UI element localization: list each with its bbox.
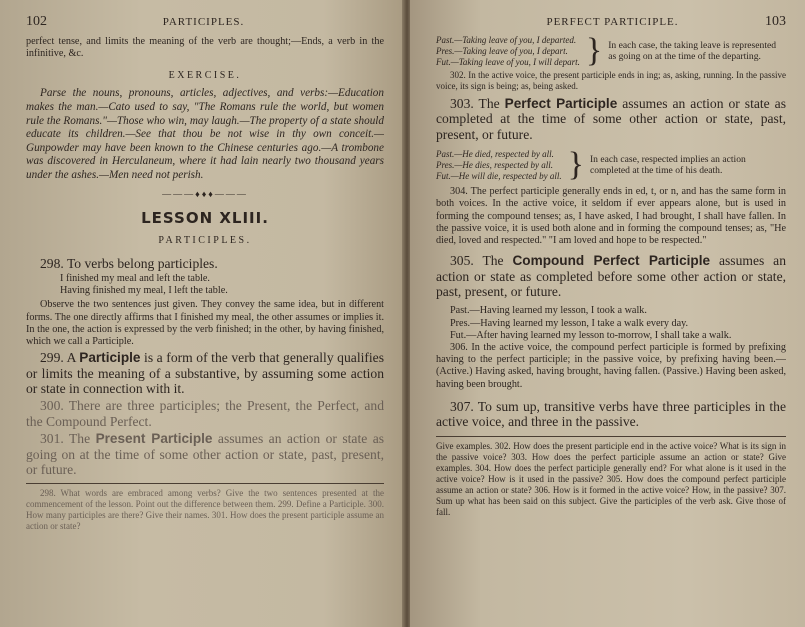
section-303-number: 303. The [450,96,500,111]
intro-paragraph: perfect tense, and limits the meaning of the verb are thought;—Ends, a verb in the infinitive, &c. [26,36,384,60]
ornament-divider: ———♦♦♦——— [162,188,248,199]
review-questions: Give examples. 302. How does the present participle end in the active voice? What is its sign in the passive voice? 303. How does the perfect participle assume an action or state? Give examples. 304. How does the perfect participle generally end? For what alone is it used in the active voice? How is it used in the passive? 305. How does the compound perfect participle assume an action or state? 306. How is it formed in the active voice? How, in the passive? 307. Sum up what has been said on this subject. Give the participles of the verb ask. Give those of fall. [436,440,786,517]
section-299 [26,350,384,396]
section-303 [436,96,786,142]
section-301-text: assumes an action or state as going on at the time of some other action or state, past, present, or future. [26,431,385,478]
lesson-subtitle: PARTICIPLES. [158,234,252,246]
section-304: 304. The perfect participle generally ends in ed, t, or n, and has the same form in both voices. In the active voice, it seldom if ever appears alone, but is used in forming the compound tenses; as, I have asked, I had brought, I shall have fallen. In the passive voice, it is used both alone and in forming the compound tenses; as, "He died, loved and respected." "I am loved and hope to be respected." [436,186,786,247]
example-present: Pres.—Taking leave of you, I depart. [436,45,568,56]
section-305-text: assumes an action or state as completed before some other action or state, past, present, or future. [436,253,787,300]
section-303-term: Perfect Participle [504,96,618,111]
example-present: Pres.—He dies, respected by all. [436,159,554,170]
page-number: 102 [26,14,47,29]
running-head: PARTICIPLES. [162,16,245,28]
section-302: 302. In the active voice, the present participle ends in ing; as, asking, running. In the passive voice, its sign is being; as, being asked. [436,70,786,91]
lesson-title: LESSON XLIII. [141,208,269,227]
example-compound-past: Past.—Having learned my lesson, I took a walk. [450,305,647,317]
example-note: In each case, the taking leave is represented as going on at the time of the departing. [608,40,777,62]
section-300: 300. There are three participles; the Present, the Perfect, and the Compound Perfect. [26,398,384,429]
brace-glyph: } [585,32,603,69]
section-299-text: is a form of the verb that generally qualifies or limits the meaning of a substantive, by assuming some action or state in connection with it. [26,350,384,396]
section-301-term: Present Participle [95,431,213,447]
section-303-text: assumes an action or state as completed at the time of some other action or state, past, present, or future. [436,96,786,142]
example-future: Fut.—He will die, respected by all. [436,170,562,181]
running-head: PERFECT PARTICIPLE. [546,16,679,28]
section-305-number: 305. The [450,253,504,269]
brace-glyph: } [567,146,584,184]
section-298: 298. To verbs belong participles. [40,255,218,271]
page-number: 103 [764,14,786,29]
review-questions: 298. What words are embraced among verbs? Give the two sentences presented at the commencement of the lesson. Point out the difference between them. 299. Define a Participle. 300. How many participles are there? Give their names. 301. How does the present participle assume an action or state? [26,488,384,532]
left-page-header [26,14,384,30]
example-compound-future: Fut.—After having learned my lesson to-morrow, I shall take a walk. [450,329,732,341]
section-301 [26,431,384,477]
section-299-number: 299. A [40,350,76,366]
example-sentence-1: I finished my meal and left the table. [60,272,210,284]
example-past: Past.—Taking leave of you, I departed. [436,34,577,45]
footnote-rule [26,483,384,484]
observation-paragraph: Observe the two sentences just given. They convey the same idea, but in different forms. The one directly affirms that I finished my meal, the other assumes or implies it. In the one, the action is expressed by the verb finished; in the other, by having finished, which we call a Participle. [26,299,384,347]
example-future: Fut.—Taking leave of you, I will depart. [436,56,580,67]
section-307: 307. To sum up, transitive verbs have three participles in the active voice, and three in the passive. [436,398,786,430]
example-block-present [436,34,786,68]
example-block-perfect [436,148,786,182]
exercise-text: Parse the nouns, pronouns, articles, adjectives, and verbs:—Education makes the man.—Cato used to say, "The Romans rule the world, but women rule the Romans."—Those who win, may laugh.—The property of a state should educate its children.—See that thou be not wise in thy own conceit.—Gunpowder may have been known to the Chinese centuries ago.—A trombone was discovered in Herculaneum, where it had lain nearly two thousand years under the ashes.—Men need not perish. [26,87,384,181]
section-305-term: Compound Perfect Participle [512,253,711,269]
example-past: Past.—He died, respected by all. [436,148,554,159]
right-page-header [436,14,786,30]
example-compound-present: Pres.—Having learned my lesson, I take a walk every day. [450,317,689,329]
exercise-title: EXERCISE. [168,70,242,82]
example-note: In each case, respected implies an action completed at the time of his death. [589,154,746,177]
footnote-rule [436,436,786,437]
section-306: 306. In the active voice, the compound perfect participle is formed by prefixing having to the perfect participle; in the passive voice, by prefixing having been.—(Active.) Having asked, having brought, having fallen. (Passive.) Having been asked, having been brought. [436,342,786,390]
section-305 [436,253,786,299]
example-sentence-2: Having finished my meal, I left the table. [60,285,228,297]
right-page [410,0,805,627]
section-299-term: Participle [79,350,141,366]
section-301-number: 301. The [40,431,91,447]
